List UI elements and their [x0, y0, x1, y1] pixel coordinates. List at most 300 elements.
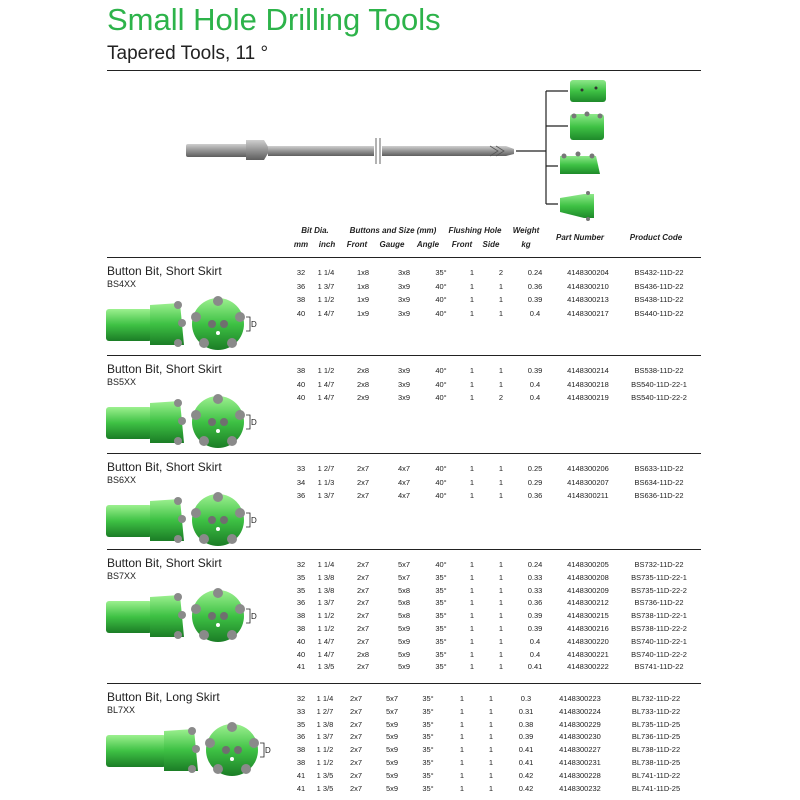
cell-flush-front: 1 [469, 281, 475, 291]
cell-inch: 1 3/7 [317, 491, 335, 500]
cell-gauge: 5x9 [385, 719, 399, 729]
section-divider [107, 549, 701, 550]
cell-gauge: 3x9 [397, 366, 411, 375]
cell-product-code: BS740-11D-22-2 [631, 649, 687, 659]
cell-flush-front: 1 [459, 719, 465, 729]
cell-inch: 1 1/2 [316, 745, 334, 755]
cell-weight: 0.4 [529, 636, 541, 646]
cell-inch: 1 3/5 [317, 662, 335, 672]
cell-angle: 35° [422, 719, 434, 729]
cell-gauge: 5x7 [397, 572, 411, 582]
dimension-label: D [251, 612, 257, 621]
cell-mm: 32 [296, 268, 306, 277]
cell-product-code: BL736-11D-25 [631, 732, 681, 742]
bit-thumbnail-2 [570, 112, 604, 141]
cell-part-number: 4148300218 [567, 379, 609, 389]
cell-angle: 35° [435, 662, 447, 672]
cell-angle: 40° [435, 560, 447, 569]
cell-inch: 1 1/2 [317, 366, 335, 375]
cell-weight: 0.24 [527, 268, 543, 277]
cell-flush-side: 1 [498, 598, 504, 608]
cell-weight: 0.41 [527, 662, 543, 672]
cell-angle: 35° [435, 636, 447, 646]
cell-gauge: 5x9 [385, 770, 399, 780]
cell-gauge: 5x8 [397, 611, 411, 621]
cell-mm: 40 [296, 379, 306, 389]
cell-front: 2x7 [356, 464, 370, 473]
cell-inch: 1 3/8 [316, 719, 334, 729]
cell-inch: 1 1/2 [317, 624, 335, 633]
cell-flush-front: 1 [469, 295, 475, 304]
cell-product-code: BS738-11D-22-2 [631, 624, 687, 633]
cell-gauge: 5x8 [397, 598, 411, 608]
cell-flush-front: 1 [469, 366, 475, 375]
bit-thumbnail-1 [570, 80, 606, 102]
cell-angle: 35° [435, 649, 447, 659]
cell-flush-front: 1 [469, 585, 475, 595]
section-divider [107, 683, 701, 684]
cell-angle: 35° [435, 268, 447, 277]
cell-part-number: 4148300211 [567, 491, 609, 500]
cell-angle: 35° [422, 732, 434, 742]
cell-inch: 1 3/7 [317, 598, 335, 608]
cell-part-number: 4148300231 [559, 758, 601, 767]
cell-part-number: 4148300222 [567, 662, 609, 672]
cell-part-number: 4148300205 [567, 560, 609, 569]
header-product-code: Product Code [629, 233, 683, 242]
cell-part-number: 4148300223 [559, 694, 601, 703]
cell-angle: 35° [435, 624, 447, 633]
cell-weight: 0.3 [520, 694, 532, 703]
cell-flush-front: 1 [469, 491, 475, 500]
cell-flush-front: 1 [469, 308, 475, 318]
cell-flush-front: 1 [459, 732, 465, 742]
cell-inch: 1 3/5 [316, 770, 334, 780]
cell-product-code: BL741-11D-25 [631, 783, 681, 793]
cell-flush-side: 1 [488, 745, 494, 755]
cell-weight: 0.4 [529, 393, 541, 402]
header-part-number: Part Number [555, 233, 605, 242]
cell-product-code: BS736-11D-22 [634, 598, 684, 608]
cell-mm: 38 [296, 624, 306, 633]
cell-front: 2x7 [356, 636, 370, 646]
cell-weight: 0.4 [529, 308, 541, 318]
cell-flush-front: 1 [469, 464, 475, 473]
cell-flush-side: 1 [488, 694, 494, 703]
bit-thumbnail-4 [560, 191, 594, 221]
cell-angle: 35° [422, 694, 434, 703]
page-subtitle: Tapered Tools, 11 ° [107, 43, 269, 64]
cell-angle: 40° [435, 281, 447, 291]
cell-weight: 0.29 [527, 477, 543, 487]
cell-inch: 1 1/3 [317, 477, 335, 487]
cell-mm: 41 [296, 662, 306, 672]
header-kg: kg [521, 240, 531, 249]
cell-inch: 1 1/2 [317, 611, 335, 621]
cell-flush-front: 1 [469, 598, 475, 608]
cell-inch: 1 3/7 [317, 281, 335, 291]
cell-gauge: 5x9 [385, 783, 399, 793]
cell-flush-side: 1 [498, 649, 504, 659]
cell-flush-side: 1 [498, 624, 504, 633]
cell-inch: 1 1/2 [316, 758, 334, 767]
cell-gauge: 3x9 [397, 281, 411, 291]
cell-front: 2x7 [356, 624, 370, 633]
header-bit-dia: Bit Dia. [301, 226, 329, 235]
cell-mm: 36 [296, 732, 306, 742]
cell-front: 2x9 [356, 393, 370, 402]
cell-angle: 40° [435, 464, 447, 473]
cell-part-number: 4148300217 [567, 308, 609, 318]
cell-flush-front: 1 [469, 477, 475, 487]
cell-angle: 40° [435, 491, 447, 500]
cell-flush-front: 1 [459, 770, 465, 780]
cell-mm: 40 [296, 393, 306, 402]
cell-part-number: 4148300216 [567, 624, 609, 633]
cell-gauge: 5x7 [397, 560, 411, 569]
cell-front: 2x7 [349, 783, 363, 793]
cell-part-number: 4148300215 [567, 611, 609, 621]
cell-flush-side: 1 [488, 783, 494, 793]
cell-gauge: 5x9 [385, 745, 399, 755]
cell-angle: 40° [435, 366, 447, 375]
section-code: BS7XX [107, 571, 137, 581]
cell-part-number: 4148300228 [559, 770, 601, 780]
cell-part-number: 4148300220 [567, 636, 609, 646]
cell-product-code: BS440-11D-22 [634, 308, 684, 318]
title-divider [107, 70, 701, 71]
section-title: Button Bit, Short Skirt [107, 264, 222, 278]
cell-flush-side: 1 [498, 366, 504, 375]
cell-weight: 0.31 [518, 706, 534, 716]
cell-flush-side: 1 [498, 477, 504, 487]
cell-weight: 0.39 [527, 624, 543, 633]
cell-angle: 40° [435, 393, 447, 402]
cell-front: 2x8 [356, 366, 370, 375]
button-bit-image [104, 489, 257, 551]
cell-flush-front: 1 [469, 636, 475, 646]
cell-flush-front: 1 [469, 560, 475, 569]
tapered-rod-illustration [180, 76, 620, 226]
cell-part-number: 4148300232 [559, 783, 601, 793]
cell-flush-side: 1 [498, 379, 504, 389]
cell-weight: 0.4 [529, 379, 541, 389]
cell-inch: 1 4/7 [317, 393, 335, 402]
cell-mm: 41 [296, 783, 306, 793]
cell-mm: 38 [296, 758, 306, 767]
cell-front: 1x9 [356, 295, 370, 304]
cell-part-number: 4148300207 [567, 477, 609, 487]
cell-front: 2x7 [356, 662, 370, 672]
cell-product-code: BL741-11D-22 [631, 770, 681, 780]
header-inch: inch [318, 240, 336, 249]
cell-gauge: 5x7 [385, 694, 399, 703]
header-gauge: Gauge [379, 240, 405, 249]
cell-mm: 33 [296, 464, 306, 473]
cell-front: 2x7 [356, 611, 370, 621]
cell-flush-side: 1 [498, 572, 504, 582]
cell-weight: 0.38 [518, 719, 534, 729]
cell-angle: 40° [435, 295, 447, 304]
cell-flush-side: 1 [498, 464, 504, 473]
cell-angle: 35° [435, 572, 447, 582]
cell-inch: 1 4/7 [317, 308, 335, 318]
cell-angle: 40° [435, 477, 447, 487]
cell-gauge: 4x7 [397, 491, 411, 500]
cell-product-code: BL738-11D-22 [631, 745, 681, 755]
header-flushing: Flushing Hole [448, 226, 502, 235]
cell-mm: 40 [296, 636, 306, 646]
section-divider [107, 257, 701, 258]
cell-angle: 35° [435, 611, 447, 621]
cell-flush-front: 1 [459, 745, 465, 755]
section-title: Button Bit, Short Skirt [107, 556, 222, 570]
cell-front: 2x7 [356, 491, 370, 500]
cell-gauge: 5x9 [385, 758, 399, 767]
button-bit-image [104, 719, 271, 781]
cell-product-code: BS538-11D-22 [634, 366, 684, 375]
cell-flush-front: 1 [469, 393, 475, 402]
cell-inch: 1 3/8 [317, 585, 335, 595]
cell-flush-front: 1 [469, 379, 475, 389]
cell-front: 2x7 [349, 719, 363, 729]
cell-front: 2x7 [356, 572, 370, 582]
cell-weight: 0.25 [527, 464, 543, 473]
cell-part-number: 4148300209 [567, 585, 609, 595]
cell-product-code: BS636-11D-22 [634, 491, 684, 500]
cell-angle: 35° [422, 770, 434, 780]
bit-connector-lines [516, 91, 568, 204]
cell-front: 2x7 [349, 745, 363, 755]
cell-flush-side: 1 [488, 706, 494, 716]
header-buttons: Buttons and Size (mm) [349, 226, 437, 235]
cell-flush-front: 1 [469, 624, 475, 633]
cell-part-number: 4148300208 [567, 572, 609, 582]
cell-product-code: BS634-11D-22 [634, 477, 684, 487]
cell-part-number: 4148300224 [559, 706, 601, 716]
cell-inch: 1 3/8 [317, 572, 335, 582]
section-title: Button Bit, Short Skirt [107, 460, 222, 474]
cell-weight: 0.24 [527, 560, 543, 569]
cell-gauge: 3x8 [397, 268, 411, 277]
cell-part-number: 4148300204 [567, 268, 609, 277]
cell-weight: 0.36 [527, 598, 543, 608]
cell-flush-side: 1 [498, 295, 504, 304]
cell-inch: 1 1/4 [316, 694, 334, 703]
cell-mm: 40 [296, 308, 306, 318]
section-divider [107, 453, 701, 454]
cell-product-code: BL738-11D-25 [631, 758, 681, 767]
header-angle: Angle [416, 240, 440, 249]
dimension-label: D [251, 516, 257, 525]
cell-mm: 32 [296, 694, 306, 703]
cell-flush-front: 1 [459, 758, 465, 767]
cell-angle: 35° [422, 758, 434, 767]
dimension-label: D [265, 746, 271, 755]
cell-mm: 41 [296, 770, 306, 780]
cell-flush-front: 1 [469, 662, 475, 672]
cell-part-number: 4148300221 [567, 649, 609, 659]
cell-weight: 0.39 [527, 295, 543, 304]
cell-flush-side: 1 [488, 732, 494, 742]
cell-gauge: 5x7 [385, 706, 399, 716]
cell-gauge: 5x9 [397, 662, 411, 672]
cell-mm: 33 [296, 706, 306, 716]
cell-weight: 0.36 [527, 491, 543, 500]
cell-gauge: 3x9 [397, 295, 411, 304]
cell-product-code: BS432-11D-22 [634, 268, 684, 277]
dimension-label: D [251, 418, 257, 427]
cell-flush-side: 1 [498, 611, 504, 621]
cell-front: 2x7 [349, 732, 363, 742]
cell-inch: 1 1/2 [317, 295, 335, 304]
cell-inch: 1 4/7 [317, 649, 335, 659]
section-divider [107, 355, 701, 356]
cell-product-code: BS732-11D-22 [634, 560, 684, 569]
cell-gauge: 5x9 [385, 732, 399, 742]
cell-flush-side: 2 [498, 393, 504, 402]
cell-angle: 40° [435, 379, 447, 389]
cell-product-code: BS438-11D-22 [634, 295, 684, 304]
cell-gauge: 5x9 [397, 636, 411, 646]
cell-mm: 36 [296, 491, 306, 500]
dimension-label: D [251, 320, 257, 329]
cell-inch: 1 3/5 [316, 783, 334, 793]
page-title: Small Hole Drilling Tools [107, 2, 441, 37]
header-front: Front [346, 240, 368, 249]
cell-angle: 35° [422, 745, 434, 755]
cell-flush-front: 1 [459, 783, 465, 793]
cell-mm: 38 [296, 745, 306, 755]
cell-product-code: BS740-11D-22-1 [631, 636, 687, 646]
cell-flush-side: 2 [498, 268, 504, 277]
cell-front: 2x8 [356, 649, 370, 659]
cell-flush-side: 1 [498, 560, 504, 569]
cell-flush-front: 1 [469, 649, 475, 659]
cell-flush-front: 1 [469, 268, 475, 277]
cell-part-number: 4148300214 [567, 366, 609, 375]
section-code: BS5XX [107, 377, 137, 387]
button-bit-image [104, 391, 257, 453]
cell-flush-side: 1 [498, 662, 504, 672]
cell-weight: 0.39 [527, 366, 543, 375]
cell-weight: 0.42 [518, 783, 534, 793]
cell-front: 2x8 [356, 379, 370, 389]
cell-weight: 0.33 [527, 585, 543, 595]
cell-flush-side: 1 [488, 758, 494, 767]
cell-flush-side: 1 [498, 585, 504, 595]
cell-flush-side: 1 [498, 636, 504, 646]
cell-mm: 38 [296, 366, 306, 375]
button-bit-image [104, 585, 257, 647]
cell-part-number: 4148300212 [567, 598, 609, 608]
cell-part-number: 4148300230 [559, 732, 601, 742]
cell-product-code: BL732-11D-22 [631, 694, 681, 703]
cell-weight: 0.33 [527, 572, 543, 582]
cell-mm: 36 [296, 281, 306, 291]
cell-front: 1x8 [356, 268, 370, 277]
cell-part-number: 4148300229 [559, 719, 601, 729]
cell-inch: 1 2/7 [316, 706, 334, 716]
cell-weight: 0.4 [529, 649, 541, 659]
cell-product-code: BS735-11D-22-1 [631, 572, 687, 582]
cell-inch: 1 3/7 [316, 732, 334, 742]
cell-angle: 35° [435, 585, 447, 595]
cell-part-number: 4148300206 [567, 464, 609, 473]
bit-thumbnail-3 [560, 152, 600, 175]
cell-inch: 1 1/4 [317, 268, 335, 277]
cell-product-code: BL735-11D-25 [631, 719, 681, 729]
cell-gauge: 5x8 [397, 585, 411, 595]
cell-front: 1x9 [356, 308, 370, 318]
cell-angle: 35° [422, 783, 434, 793]
cell-flush-side: 1 [498, 491, 504, 500]
cell-mm: 35 [296, 572, 306, 582]
cell-inch: 1 2/7 [317, 464, 335, 473]
cell-angle: 35° [422, 706, 434, 716]
cell-front: 2x7 [349, 758, 363, 767]
cell-product-code: BS436-11D-22 [634, 281, 684, 291]
cell-flush-front: 1 [459, 694, 465, 703]
cell-front: 2x7 [349, 694, 363, 703]
cell-mm: 38 [296, 611, 306, 621]
cell-gauge: 5x9 [397, 624, 411, 633]
cell-weight: 0.36 [527, 281, 543, 291]
cell-flush-side: 1 [488, 770, 494, 780]
section-code: BS4XX [107, 279, 137, 289]
cell-product-code: BL733-11D-22 [631, 706, 681, 716]
cell-flush-side: 1 [488, 719, 494, 729]
cell-inch: 1 1/4 [317, 560, 335, 569]
section-title: Button Bit, Short Skirt [107, 362, 222, 376]
cell-flush-side: 1 [498, 281, 504, 291]
header-weight: Weight [512, 226, 540, 235]
cell-mm: 32 [296, 560, 306, 569]
cell-product-code: BS633-11D-22 [634, 464, 684, 473]
cell-weight: 0.39 [518, 732, 534, 742]
cell-flush-front: 1 [469, 611, 475, 621]
cell-mm: 35 [296, 585, 306, 595]
cell-weight: 0.41 [518, 758, 534, 767]
cell-gauge: 4x7 [397, 477, 411, 487]
cell-gauge: 3x9 [397, 379, 411, 389]
cell-gauge: 3x9 [397, 308, 411, 318]
cell-mm: 40 [296, 649, 306, 659]
cell-product-code: BS741-11D-22 [634, 662, 684, 672]
cell-gauge: 4x7 [397, 464, 411, 473]
cell-product-code: BS735-11D-22-2 [631, 585, 687, 595]
cell-angle: 40° [435, 308, 447, 318]
cell-front: 2x7 [356, 560, 370, 569]
cell-mm: 38 [296, 295, 306, 304]
cell-flush-front: 1 [469, 572, 475, 582]
cell-gauge: 5x9 [397, 649, 411, 659]
header-mm: mm [293, 240, 309, 249]
cell-mm: 35 [296, 719, 306, 729]
section-code: BL7XX [107, 705, 136, 715]
cell-weight: 0.42 [518, 770, 534, 780]
cell-inch: 1 4/7 [317, 379, 335, 389]
cell-product-code: BS540-11D-22-1 [631, 379, 687, 389]
cell-weight: 0.39 [527, 611, 543, 621]
cell-angle: 35° [435, 598, 447, 608]
cell-flush-side: 1 [498, 308, 504, 318]
cell-mm: 34 [296, 477, 306, 487]
cell-front: 1x8 [356, 281, 370, 291]
cell-weight: 0.41 [518, 745, 534, 755]
cell-front: 2x7 [356, 477, 370, 487]
cell-mm: 36 [296, 598, 306, 608]
